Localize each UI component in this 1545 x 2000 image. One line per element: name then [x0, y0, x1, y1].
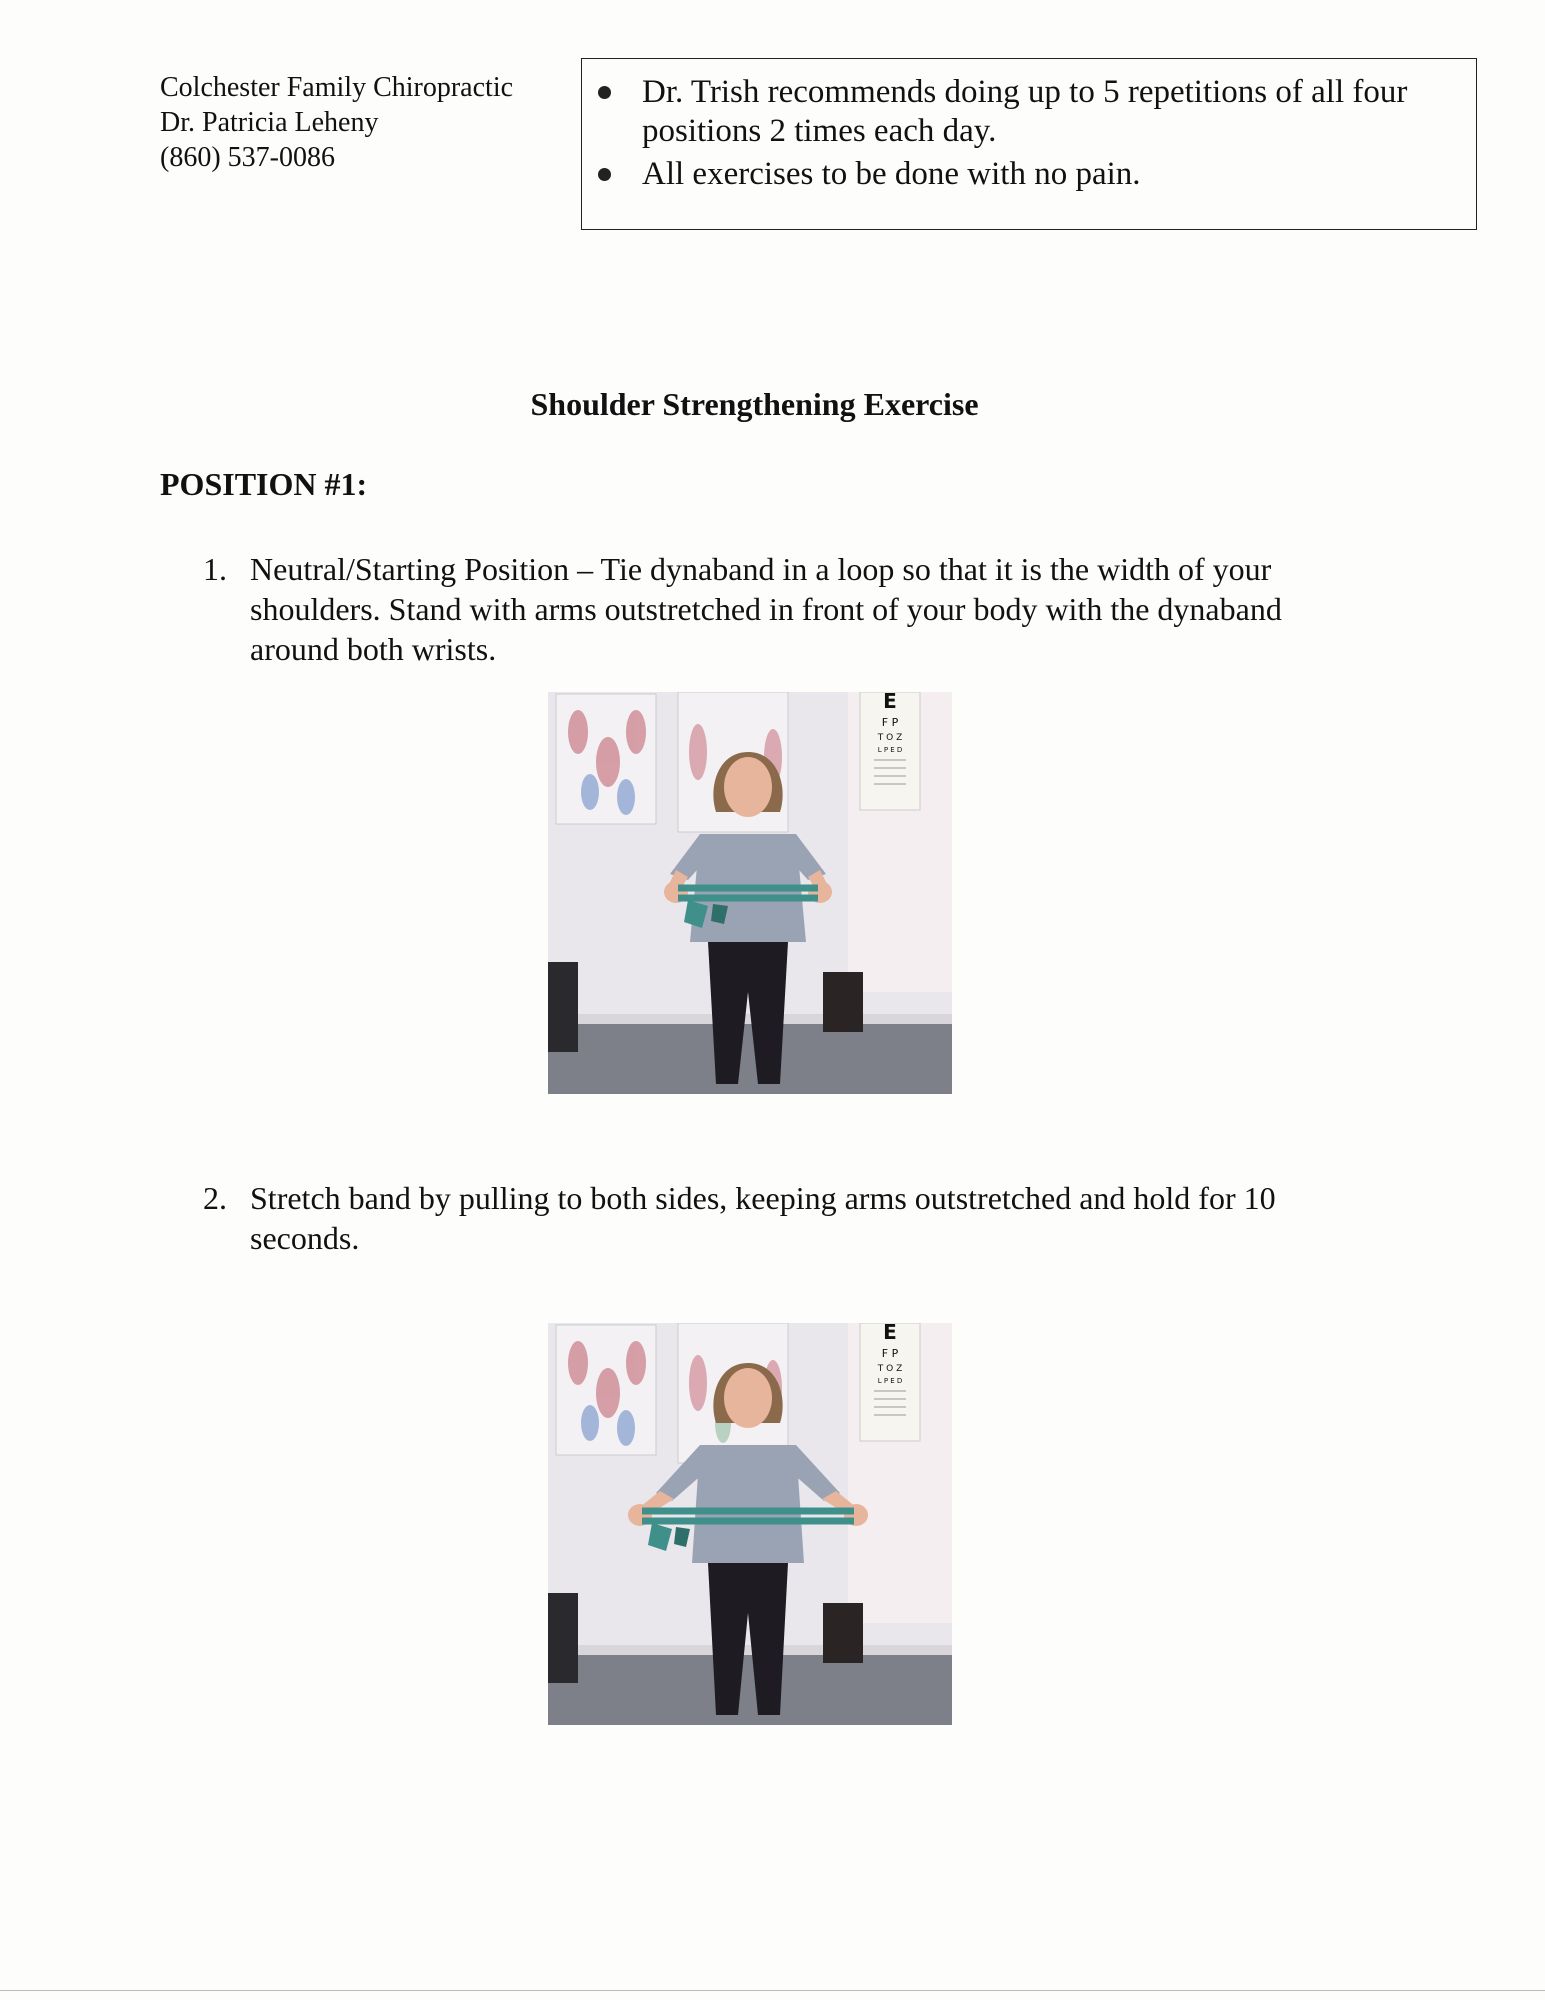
- recommendation-text: Dr. Trish recommends doing up to 5 repetitions of all four positions 2 times each day.: [642, 74, 1408, 149]
- step-item: [203, 549, 1360, 669]
- eye-chart-row: E: [883, 1323, 897, 1344]
- photo-illustration: [548, 692, 952, 1094]
- step-item: [203, 1178, 1360, 1258]
- page-divider: [0, 1990, 1545, 1991]
- bullet-icon: [598, 168, 611, 181]
- eye-chart-row: L P E D: [877, 746, 903, 754]
- eye-chart-row: F P: [881, 1347, 899, 1360]
- eye-chart-row: F P: [881, 716, 899, 729]
- position-heading: POSITION #1:: [160, 466, 368, 502]
- eye-chart-row: E: [883, 692, 897, 713]
- exercise-photo-stretch: [548, 1323, 952, 1725]
- step-text: Stretch band by pulling to both sides, keeping arms outstretched and hold for 10 seconds.: [250, 1180, 1276, 1256]
- recommendation-text: All exercises to be done with no pain.: [642, 156, 1141, 192]
- practice-info: [160, 70, 513, 175]
- practice-name: Colchester Family Chiropractic: [160, 72, 514, 103]
- practice-phone: (860) 537-0086: [160, 142, 335, 173]
- eye-chart-row: T O Z: [877, 733, 903, 743]
- bullet-icon: [598, 86, 611, 99]
- recommendations-box: [581, 58, 1477, 230]
- recommendation-item: [642, 73, 1456, 151]
- eye-chart-row: L P E D: [877, 1377, 903, 1385]
- step-text: Neutral/Starting Position – Tie dynaband in a loop so that it is the width of your shoulders. Stand with arms outstretched in front of your body with the dynaband around both wrists.: [250, 551, 1282, 667]
- eye-chart-row: T O Z: [877, 1364, 903, 1374]
- step-number: 2.: [203, 1180, 227, 1216]
- document-title: Shoulder Strengthening Exercise: [530, 386, 979, 422]
- recommendations-list: [642, 73, 1456, 198]
- doctor-name: Dr. Patricia Leheny: [160, 107, 379, 138]
- recommendation-item: [642, 155, 1456, 194]
- step-number: 1.: [203, 551, 227, 587]
- exercise-photo-neutral: [548, 692, 952, 1094]
- photo-illustration: [548, 1323, 952, 1725]
